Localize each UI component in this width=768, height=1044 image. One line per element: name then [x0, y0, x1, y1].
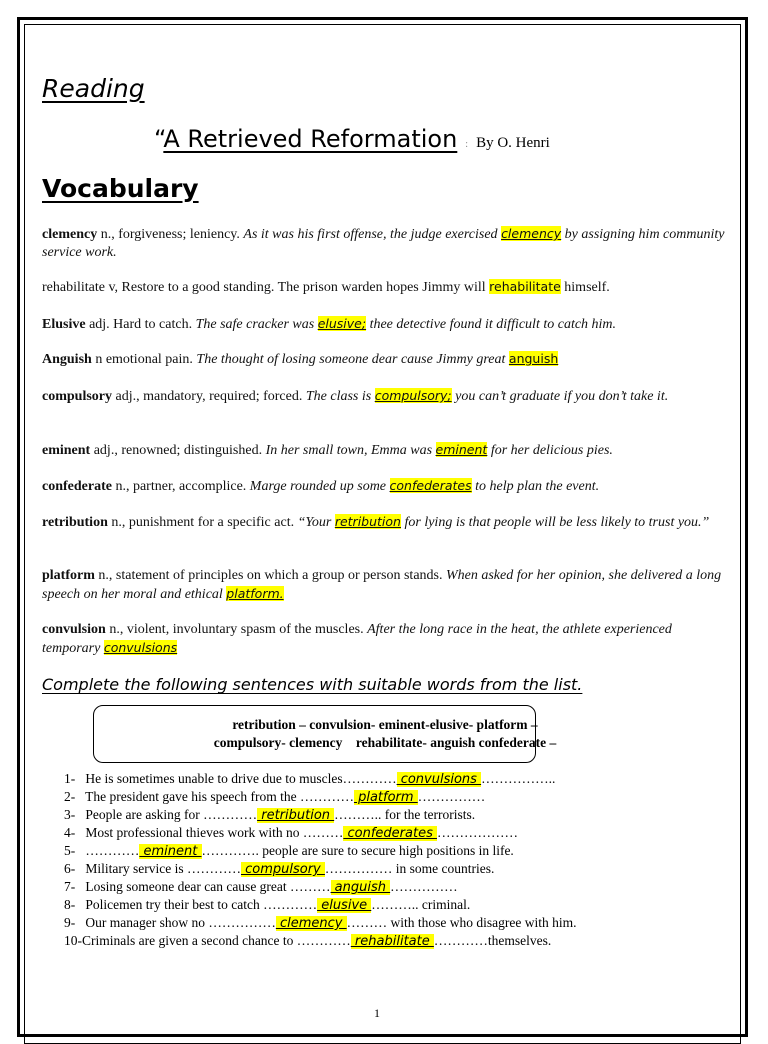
sentence-item — [64, 770, 724, 788]
vocab-example: rehabilitate v, Restore to a good standing. The prison warden hopes Jimmy will — [42, 280, 490, 295]
vocab-entry — [42, 621, 726, 657]
sentence-text-end: …………… in some countries. — [324, 861, 495, 876]
sentence-text: ………… — [85, 843, 140, 858]
sentence-item — [64, 860, 724, 878]
vocab-term: clemency — [42, 227, 98, 242]
sentence-text-end: ……… with those who disagree with him. — [346, 915, 577, 930]
sentence-text-end: …………….. — [481, 771, 556, 786]
vocab-term: convulsion — [42, 622, 106, 637]
sentence-number: 8- — [64, 897, 76, 912]
highlighted-word: convulsions — [103, 639, 178, 655]
vocab-entry — [42, 278, 726, 297]
vocab-definition: n., partner, accomplice. — [111, 479, 250, 494]
answer-word: retribution — [257, 808, 335, 823]
word-list-line-2: compulsory- clemency rehabilitate- anguish confederate – — [213, 735, 557, 750]
highlighted-word: compulsory; — [374, 388, 452, 403]
sentence-number: 2- — [64, 789, 76, 804]
sentence-text: Policemen try their best to catch ………… — [85, 897, 318, 912]
highlighted-word: confederates — [389, 478, 472, 493]
heading-reading: Reading — [42, 74, 145, 103]
vocab-example-end: thee detective found it difficult to catch him. — [366, 317, 617, 332]
answer-word: anguish — [330, 880, 391, 895]
vocab-definition: n., forgiveness; leniency. — [97, 227, 244, 242]
vocab-example: “Your — [297, 515, 335, 530]
author-name: By O. Henri — [476, 135, 550, 151]
sentence-item — [64, 878, 724, 896]
sentence-number: 5- — [64, 843, 76, 858]
vocab-example: When asked for her opinion, she delivered a long speech on her moral and ethical — [42, 568, 722, 602]
sentence-number: 9- — [64, 915, 76, 930]
vocab-example: After the long race in the heat, the athlete experienced temporary — [42, 622, 672, 656]
sentence-text: Military service is ………… — [85, 861, 241, 876]
answer-word: clemency — [275, 916, 347, 931]
vocab-example: As it was his first offense, the judge exercised — [243, 227, 502, 242]
sentence-pad — [75, 771, 85, 786]
vocab-example-end: by assigning him community service work. — [42, 227, 725, 260]
highlighted-word: clemency — [501, 226, 562, 241]
sentence-text: Losing someone dear can cause great ……… — [85, 879, 331, 894]
story-title-line — [154, 125, 550, 153]
exercise-instruction: Complete the following sentences with suitable words from the list. — [42, 675, 583, 694]
highlighted-word: eminent — [435, 442, 488, 457]
sentence-text-end: ……….. criminal. — [371, 897, 471, 912]
sentence-text-end: ……………… — [436, 825, 518, 840]
sentence-text: People are asking for ………… — [85, 807, 258, 822]
sentence-pad — [75, 843, 85, 858]
sentence-text-end: …………… — [417, 789, 486, 804]
sentence-item — [64, 932, 724, 950]
sentence-text-end: …………. people are sure to secure high positions in life. — [201, 843, 514, 858]
vocab-example: Marge rounded up some — [249, 479, 390, 494]
sentence-pad — [75, 897, 85, 912]
word-list-line-1: retribution – convulsion- eminent-elusive- platform – — [232, 717, 538, 732]
answer-word: elusive — [317, 898, 372, 913]
vocab-definition: n., violent, involuntary spasm of the muscles. — [105, 622, 368, 637]
vocab-entry — [42, 387, 726, 406]
answer-word: rehabilitate — [350, 934, 434, 949]
vocab-term: compulsory — [42, 389, 112, 404]
page-number: 1 — [374, 1006, 380, 1020]
vocab-term: confederate — [42, 479, 112, 494]
vocab-term: retribution — [42, 515, 108, 530]
vocab-entry — [42, 567, 726, 603]
vocab-entry — [42, 225, 726, 261]
answer-word: eminent — [139, 844, 202, 859]
sentence-number: 7- — [64, 879, 76, 894]
sentence-number: 10- — [64, 933, 82, 948]
vocab-term: Anguish — [42, 352, 92, 367]
sentence-item — [64, 788, 724, 806]
vocab-entry — [42, 315, 726, 334]
vocab-example-end: to help plan the event. — [471, 479, 600, 494]
vocab-term: Elusive — [42, 317, 86, 332]
vocab-term: eminent — [42, 443, 91, 458]
sentence-pad — [75, 807, 85, 822]
sentence-text-end: …………… — [390, 879, 458, 894]
sentence-number: 1- — [64, 771, 76, 786]
sentence-number: 3- — [64, 807, 76, 822]
sentence-item — [64, 896, 724, 914]
sentence-text: He is sometimes unable to drive due to muscles………… — [85, 771, 397, 786]
sentence-pad — [75, 879, 85, 894]
vocab-definition: n emotional pain. — [91, 352, 197, 367]
vocab-definition: n., statement of principles on which a group or person stands. — [94, 568, 446, 583]
sentence-pad — [75, 825, 85, 840]
highlighted-word: anguish — [508, 351, 559, 366]
vocab-definition: adj. Hard to catch. — [85, 317, 196, 332]
sentence-pad — [75, 861, 85, 876]
vocab-example-end: himself. — [560, 280, 610, 295]
title-text: A Retrieved Reformation — [163, 125, 458, 153]
title-separator: : — [465, 139, 469, 150]
sentence-pad — [75, 789, 85, 804]
sentence-text-end: …………themselves. — [433, 933, 552, 948]
highlighted-word: retribution — [334, 514, 401, 529]
vocab-definition: adj., renowned; distinguished. — [90, 443, 266, 458]
highlighted-word: platform. — [226, 585, 284, 601]
vocab-example: In her small town, Emma was — [265, 443, 436, 458]
vocab-example: The thought of losing someone dear cause Jimmy great — [196, 352, 509, 367]
vocab-term: platform — [42, 568, 95, 583]
sentence-number: 4- — [64, 825, 76, 840]
sentence-pad — [75, 915, 85, 930]
vocab-entry — [42, 477, 726, 496]
highlighted-word: rehabilitate — [489, 279, 561, 294]
vocab-definition: n., punishment for a specific act. — [107, 515, 298, 530]
sentence-item — [64, 914, 724, 932]
heading-vocabulary: Vocabulary — [42, 174, 199, 203]
sentence-number: 6- — [64, 861, 76, 876]
sentence-text: Criminals are given a second chance to ………… — [82, 933, 351, 948]
word-list — [150, 716, 620, 752]
answer-word: compulsory — [240, 862, 325, 877]
vocab-entry — [42, 350, 726, 369]
sentence-text: Our manager show no …………… — [85, 915, 276, 930]
answer-word: platform — [353, 790, 418, 805]
vocab-example-end: you can’t graduate if you don’t take it. — [451, 389, 669, 404]
sentence-item — [64, 806, 724, 824]
answer-word: convulsions — [396, 772, 482, 787]
sentence-list — [64, 770, 724, 950]
vocab-entry — [42, 441, 726, 460]
answer-word: confederates — [343, 826, 437, 841]
vocab-definition: adj., mandatory, required; forced. — [112, 389, 306, 404]
title-quote: “ — [154, 125, 164, 153]
vocab-example-end: for her delicious pies. — [487, 443, 613, 458]
vocab-entry — [42, 513, 726, 532]
sentence-item — [64, 842, 724, 860]
story-title — [154, 125, 457, 153]
vocab-example: The safe cracker was — [195, 317, 318, 332]
sentence-text: Most professional thieves work with no ……… — [85, 825, 344, 840]
vocab-example-end: for lying is that people will be less likely to trust you.” — [400, 515, 710, 530]
vocab-example: The class is — [305, 389, 375, 404]
sentence-text: The president gave his speech from the ………… — [85, 789, 354, 804]
highlighted-word: elusive; — [317, 316, 367, 331]
sentence-text-end: ……….. for the terrorists. — [334, 807, 476, 822]
sentence-item — [64, 824, 724, 842]
